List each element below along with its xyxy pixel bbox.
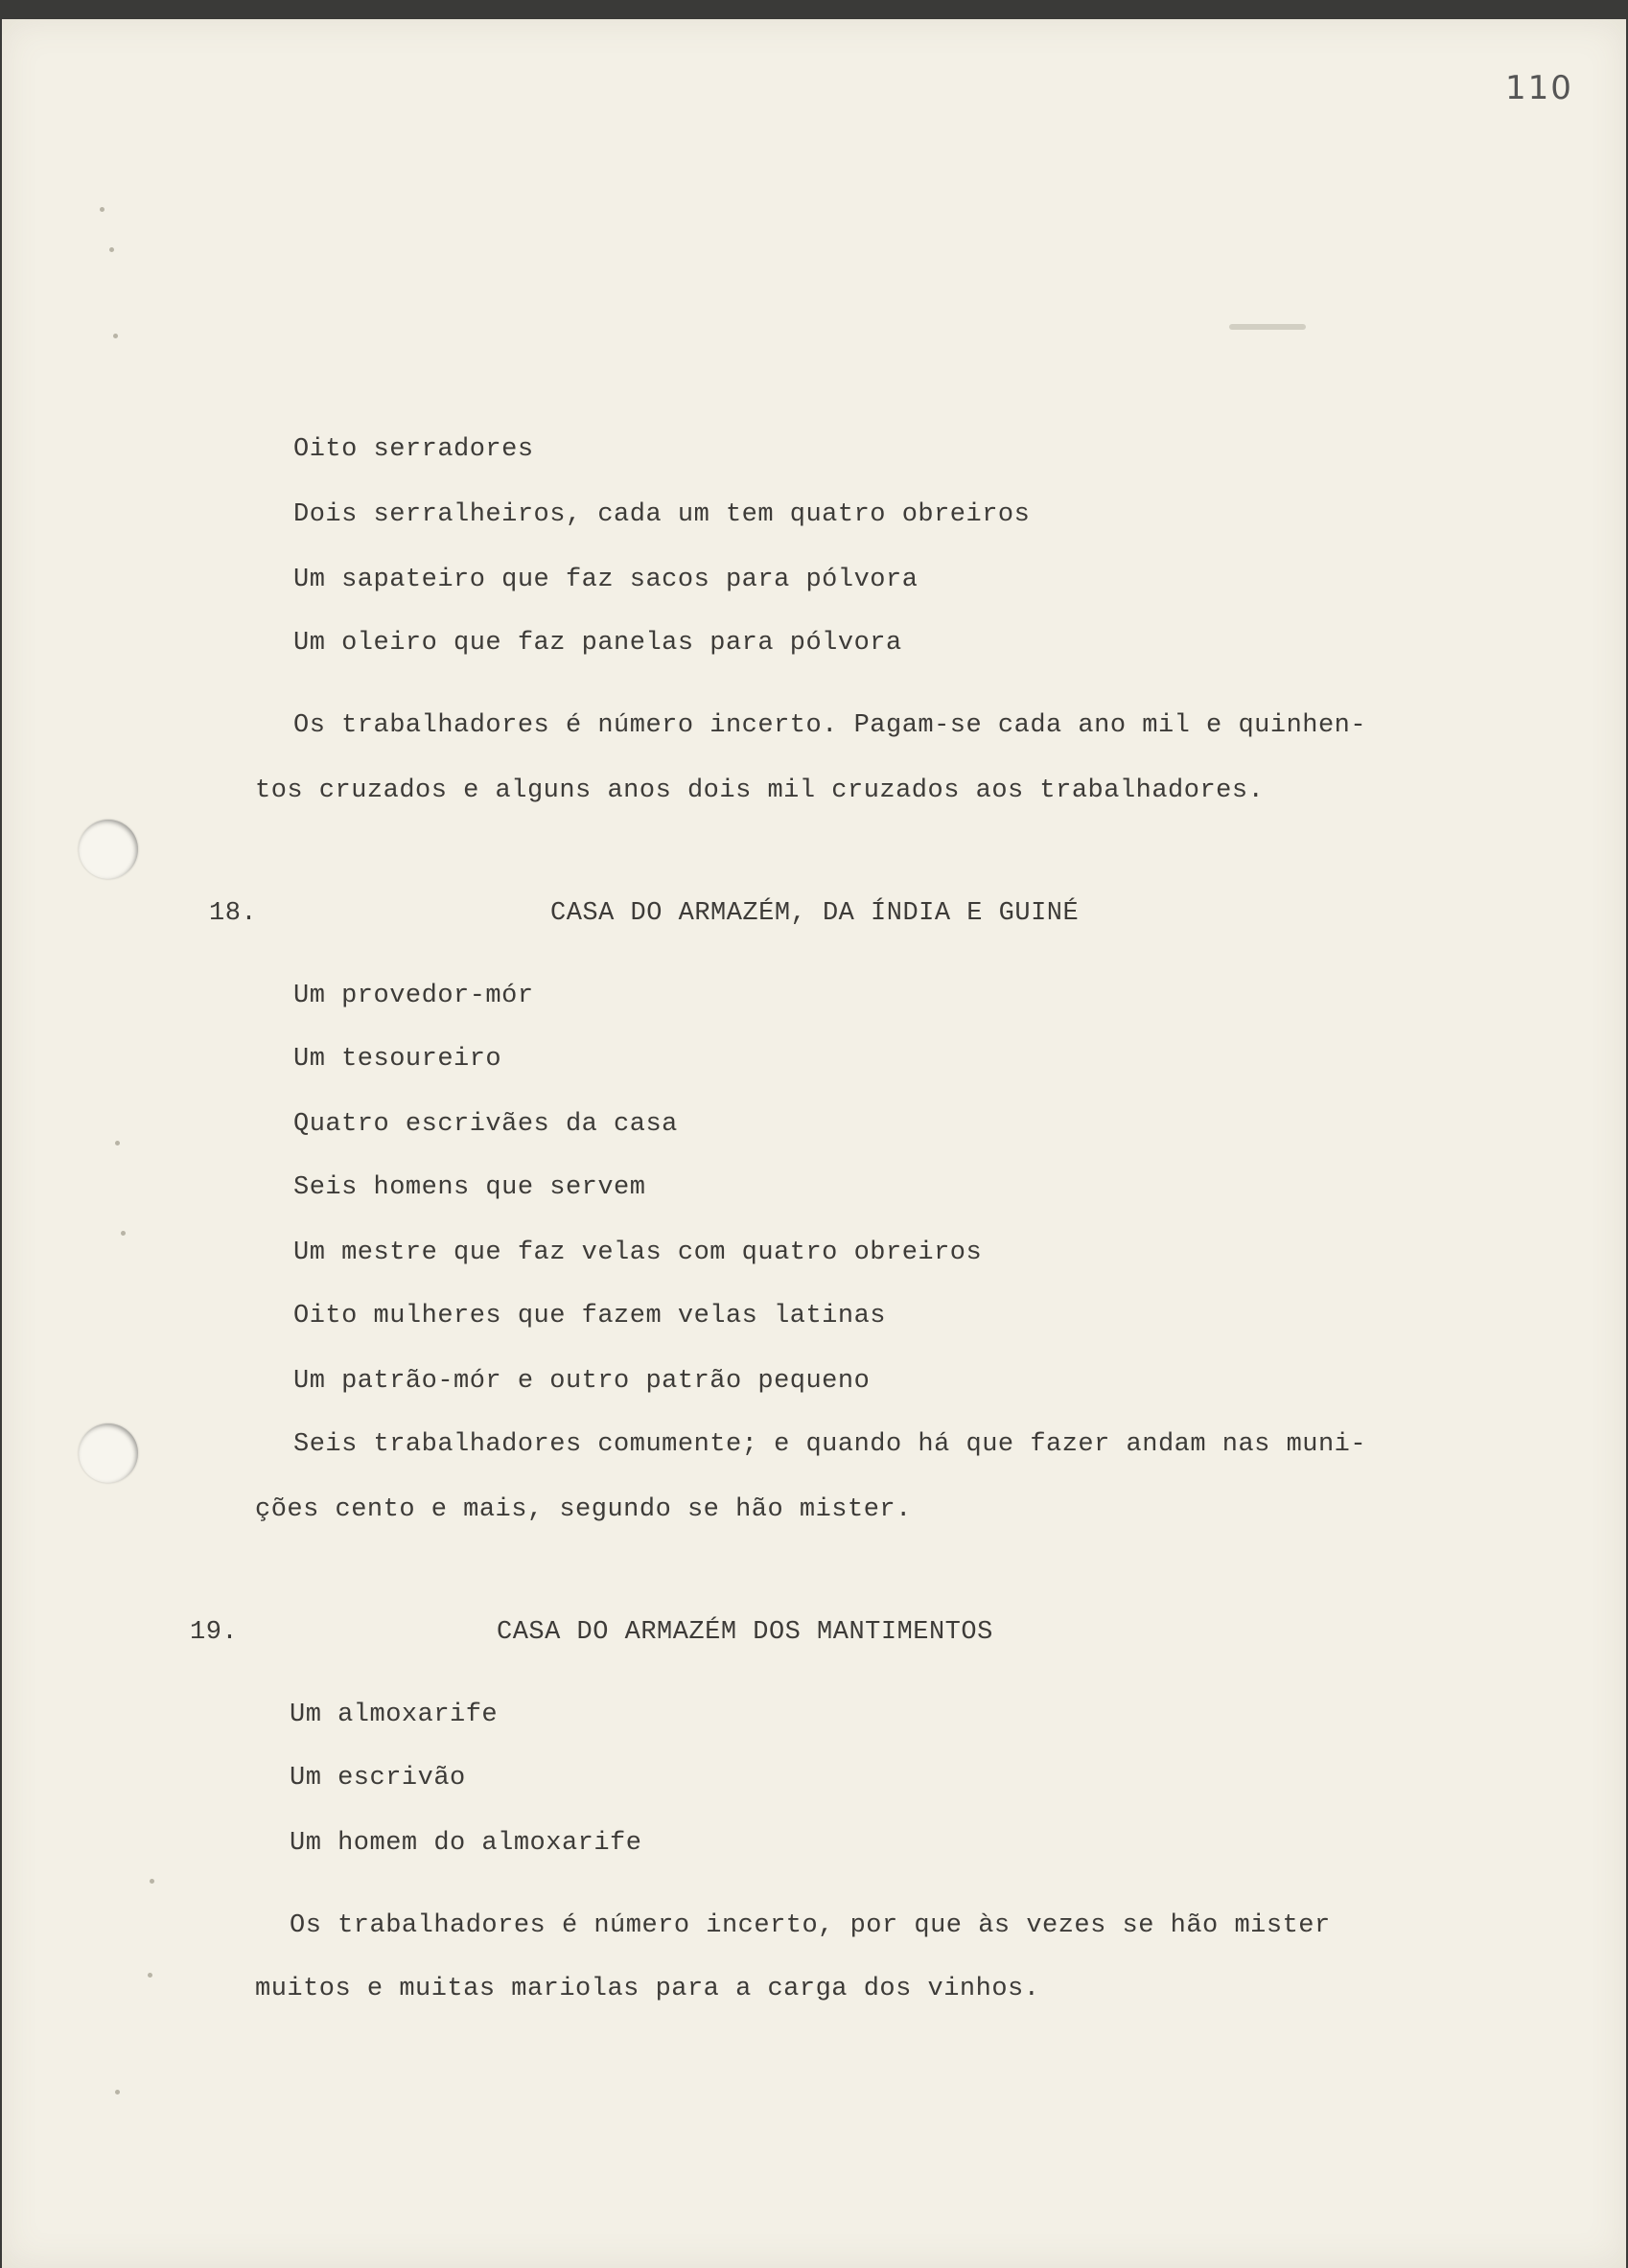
document-page: [2, 19, 1626, 2268]
margin-speck: [148, 1973, 152, 1978]
paragraph-line: Seis trabalhadores comumente; e quando há que fazer andam nas muni-: [293, 1430, 1367, 1459]
section-title-19: CASA DO ARMAZÉM DOS MANTIMENTOS: [497, 1618, 993, 1647]
paragraph-line: tos cruzados e alguns anos dois mil cruzados aos trabalhadores.: [255, 776, 1265, 805]
margin-speck: [115, 2090, 120, 2094]
list-item: Um sapateiro que faz sacos para pólvora: [293, 566, 919, 594]
paragraph-line: Os trabalhadores é número incerto, por que às vezes se hão mister: [290, 1911, 1331, 1940]
ink-smudge: [1229, 324, 1306, 330]
margin-speck: [109, 247, 114, 252]
margin-speck: [121, 1231, 126, 1236]
margin-speck: [115, 1141, 120, 1146]
list-item: Um escrivão: [290, 1764, 466, 1793]
paragraph-line: Os trabalhadores é número incerto. Pagam-se cada ano mil e quinhen-: [293, 711, 1367, 740]
list-item: Dois serralheiros, cada um tem quatro obreiros: [293, 500, 1031, 529]
list-item: Quatro escrivães da casa: [293, 1110, 678, 1139]
list-item: Um patrão-mór e outro patrão pequeno: [293, 1367, 871, 1396]
margin-speck: [150, 1879, 154, 1884]
list-item: Oito serradores: [293, 435, 534, 464]
list-item: Um oleiro que faz panelas para pólvora: [293, 629, 902, 658]
list-item: Um almoxarife: [290, 1701, 499, 1729]
margin-speck: [100, 207, 105, 212]
list-item: Seis homens que servem: [293, 1173, 646, 1202]
list-item: Um mestre que faz velas com quatro obreiros: [293, 1238, 983, 1267]
punch-hole-upper: [79, 820, 138, 879]
section-number-18: 18.: [209, 899, 258, 928]
list-item: Um provedor-mór: [293, 982, 534, 1010]
page-number: 110: [1505, 69, 1573, 107]
paragraph-line: ções cento e mais, segundo se hão mister.: [255, 1495, 912, 1524]
section-number-19: 19.: [190, 1618, 239, 1647]
list-item: Um tesoureiro: [293, 1045, 502, 1074]
section-title-18: CASA DO ARMAZÉM, DA ÍNDIA E GUINÉ: [550, 899, 1080, 928]
list-item: Oito mulheres que fazem velas latinas: [293, 1302, 886, 1331]
list-item: Um homem do almoxarife: [290, 1829, 642, 1858]
paragraph-line: muitos e muitas mariolas para a carga dos vinhos.: [255, 1975, 1040, 2003]
margin-speck: [113, 334, 118, 338]
punch-hole-lower: [79, 1423, 138, 1483]
